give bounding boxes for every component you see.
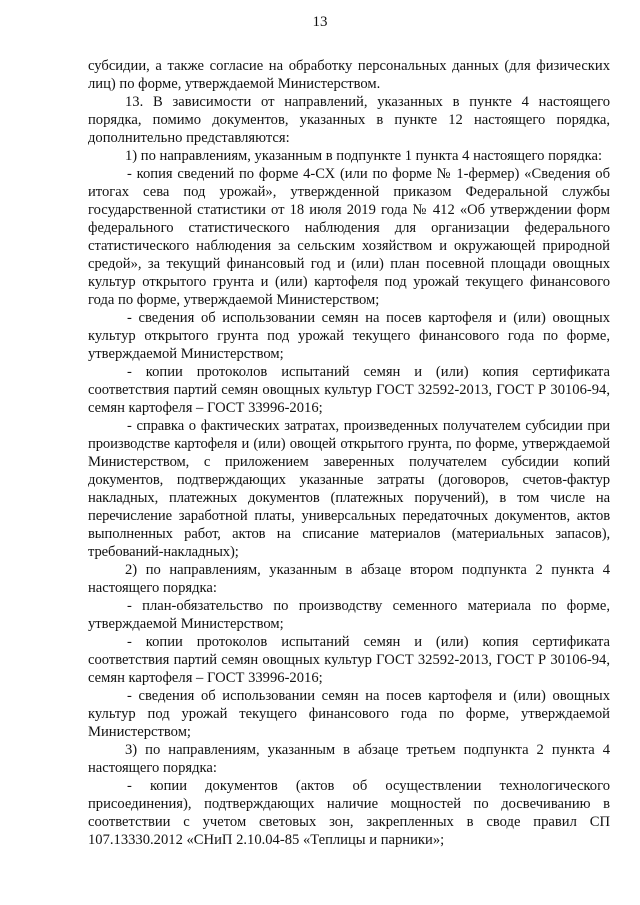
paragraph-subitem-2: 2) по направлениям, указанным в абзаце втором подпункта 2 пункта 4 настоящего порядка: (88, 562, 610, 596)
list-item-seed-production-plan: - план-обязательство по производству семенного материала по форме, утверждаемой Министерством; (88, 598, 610, 632)
list-item-seed-test-protocols: - копии протоколов испытаний семян и (или) копия сертификата соответствия партий семян овощных культур ГОСТ 32592-2013, ГОСТ Р 30106-94, семян картофеля – ГОСТ 33996-2016; (88, 364, 610, 416)
paragraph-item-13: 13. В зависимости от направлений, указанных в пункте 4 настоящего порядка, помимо документов, указанных в пункте 12 настоящего порядка, дополнительно представляются: (88, 94, 610, 146)
paragraph-subitem-3: 3) по направлениям, указанным в абзаце третьем подпункта 2 пункта 4 настоящего порядка: (88, 742, 610, 776)
list-item-expense-certificate: - справка о фактических затратах, произведенных получателем субсидии при производстве картофеля и (или) овощей открытого грунта, по форме, утверждаемой Министерством, с приложением заверенных получателем субсидии копий документов, подтверждающих указанные затраты (договоров, счетов-фактур накладных, платежных документов (платежных поручений), в том числе на перечисление заработной платы, универсальных передаточных документов, актов выполненных работ, актов на списание материалов (материальных запасов), требований-накладных); (88, 418, 610, 560)
list-item-seed-usage: - сведения об использовании семян на посев картофеля и (или) овощных культур под урожай текущего финансового года по форме, утверждаемой Министерством; (88, 688, 610, 740)
paragraph-subitem-1: 1) по направлениям, указанным в подпункте 1 пункта 4 настоящего порядка: (125, 148, 603, 164)
list-item-seed-usage-open-ground: - сведения об использовании семян на посев картофеля и (или) овощных культур открытого грунта под урожай текущего финансового года по форме, утверждаемой Министерством; (88, 310, 610, 362)
page-number: 13 (312, 14, 328, 30)
list-item-seed-test-protocols-2: - копии протоколов испытаний семян и (или) копия сертификата соответствия партий семян овощных культур ГОСТ 32592-2013, ГОСТ Р 30106-94, семян картофеля – ГОСТ 33996-2016; (88, 634, 610, 686)
list-item-connection-documents: - копии документов (актов об осуществлении технологического присоединения), подтверждающих наличие мощностей по досвечиванию в соответствии с учетом световых зон, закрепленных в своде правил СП 107.13330.2012 «СНиП 2.10.04-85 «Теплицы и парники»; (88, 778, 610, 848)
document-body (88, 57, 610, 849)
paragraph-consent-continuation: субсидии, а также согласие на обработку персональных данных (для физических лиц) по форме, утверждаемой Министерством. (88, 58, 610, 92)
list-item-form-4sh: - копия сведений по форме 4-СХ (или по форме № 1-фермер) «Сведения об итогах сева под урожай», утвержденной приказом Федеральной службы государственной статистики от 18 июля 2019 года № 412 «Об утверждении форм федерального статистического наблюдения для организации федерального статистического наблюдения за сельским хозяйством и окружающей природной средой», за текущий финансовый год и (или) план посевной площади овощных культур открытого грунта и (или) картофеля под урожай текущего финансового года по форме, утверждаемой Министерством; (88, 166, 610, 308)
